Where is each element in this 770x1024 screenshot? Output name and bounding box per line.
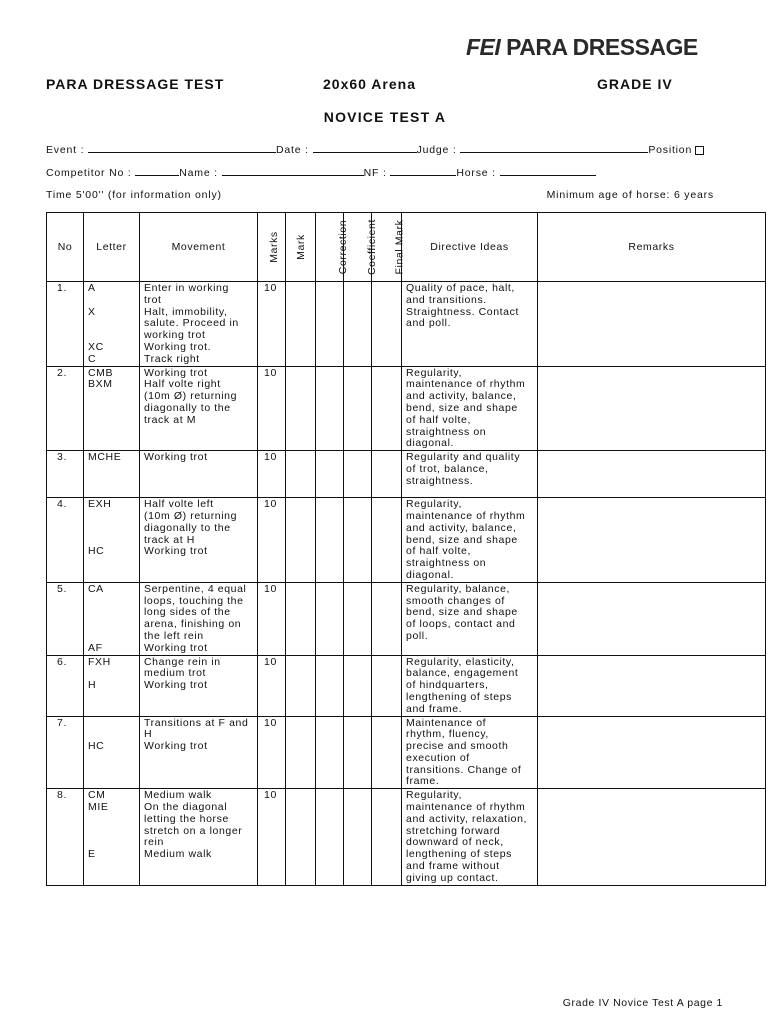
row-mark-input[interactable] [286,366,316,451]
horse-label: Horse : [456,167,496,179]
row-number: 1. [47,282,84,367]
row-coefficient [344,716,372,789]
page-footer: Grade IV Novice Test A page 1 [562,997,723,1009]
row-marks: 10 [258,498,286,583]
row-coefficient [344,366,372,451]
row-directive-ideas: Regularity, elasticity, balance, engagement of hindquarters, lengthening of steps and frame. [402,655,538,716]
row-marks: 10 [258,366,286,451]
row-final-mark-input[interactable] [372,582,402,655]
col-letter: Letter [84,213,140,282]
row-correction-input[interactable] [316,498,344,583]
test-title: PARA DRESSAGE TEST [46,76,225,92]
row-number: 7. [47,716,84,789]
minimum-age: Minimum age of horse: 6 years [546,189,714,201]
row-remarks-input[interactable] [538,366,766,451]
row-letter: MCHE [84,451,140,498]
table-row [47,366,766,451]
row-correction-input[interactable] [316,366,344,451]
row-movement: Working trot [140,451,258,498]
row-movement: Transitions at F and H Working trot [140,716,258,789]
col-coefficient: Coefficient [344,213,372,282]
position-checkbox[interactable] [695,146,704,155]
row-remarks-input[interactable] [538,655,766,716]
fei-logo-mark: FEI [466,34,501,60]
row-directive-ideas: Regularity, maintenance of rhythm and activity, balance, bend, size and shape of half volte, straightness on diagonal. [402,498,538,583]
grade-label: GRADE IV [597,76,673,92]
row-number: 8. [47,789,84,885]
row-letter: CM MIE E [84,789,140,885]
table-row [47,655,766,716]
row-marks: 10 [258,716,286,789]
competitor-label: Competitor No : [46,167,132,179]
col-final-mark: Final Mark [372,213,402,282]
row-remarks-input[interactable] [538,498,766,583]
row-marks: 10 [258,655,286,716]
arena-size: 20x60 Arena [323,76,416,92]
row-movement: Change rein in medium trot Working trot [140,655,258,716]
row-coefficient [344,655,372,716]
row-final-mark-input[interactable] [372,716,402,789]
row-movement: Serpentine, 4 equal loops, touching the long sides of the arena, finishing on the left rein Working trot [140,582,258,655]
fei-para-dressage-logo [466,34,698,61]
row-movement: Enter in working trot Halt, immobility, salute. Proceed in working trot Working trot. Track right [140,282,258,367]
row-marks: 10 [258,451,286,498]
col-mark: Mark [286,213,316,282]
row-correction-input[interactable] [316,582,344,655]
row-coefficient [344,451,372,498]
judge-field[interactable] [460,142,648,153]
table-row [47,498,766,583]
row-directive-ideas: Quality of pace, halt, and transitions. Straightness. Contact and poll. [402,282,538,367]
row-movement: Working trot Half volte right (10m Ø) returning diagonally to the track at M [140,366,258,451]
event-label: Event : [46,144,85,156]
row-remarks-input[interactable] [538,451,766,498]
row-number: 3. [47,451,84,498]
row-directive-ideas: Regularity, balance, smooth changes of bend, size and shape of loops, contact and poll. [402,582,538,655]
table-row [47,451,766,498]
row-letter: CMB BXM [84,366,140,451]
row-mark-input[interactable] [286,716,316,789]
name-field[interactable] [222,165,364,176]
row-movement: Half volte left (10m Ø) returning diagonally to the track at H Working trot [140,498,258,583]
nf-label: NF : [363,167,387,179]
row-final-mark-input[interactable] [372,498,402,583]
row-correction-input[interactable] [316,789,344,885]
row-letter: FXH H [84,655,140,716]
row-directive-ideas: Regularity and quality of trot, balance, straightness. [402,451,538,498]
row-correction-input[interactable] [316,282,344,367]
event-field[interactable] [88,142,276,153]
row-coefficient [344,582,372,655]
row-coefficient [344,498,372,583]
event-line [46,142,704,156]
horse-field[interactable] [500,165,596,176]
row-mark-input[interactable] [286,282,316,367]
time-note: Time 5'00'' (for information only) [46,189,222,201]
competitor-field[interactable] [135,165,179,176]
row-final-mark-input[interactable] [372,655,402,716]
col-directive-ideas: Directive Ideas [402,213,538,282]
row-number: 6. [47,655,84,716]
table-row [47,282,766,367]
judge-label: Judge : [416,144,457,156]
row-mark-input[interactable] [286,655,316,716]
row-correction-input[interactable] [316,451,344,498]
row-letter: A X XC C [84,282,140,367]
row-number: 4. [47,498,84,583]
row-remarks-input[interactable] [538,282,766,367]
row-mark-input[interactable] [286,498,316,583]
row-letter: CA AF [84,582,140,655]
row-mark-input[interactable] [286,582,316,655]
date-field[interactable] [313,142,417,153]
score-sheet-table [46,212,766,886]
row-marks: 10 [258,282,286,367]
header-row [47,213,766,282]
name-label: Name : [179,167,218,179]
col-correction: Correction [316,213,344,282]
position-label: Position [648,144,693,156]
row-remarks-input[interactable] [538,716,766,789]
row-correction-input[interactable] [316,655,344,716]
row-directive-ideas: Maintenance of rhythm, fluency, precise and smooth execution of transitions. Change of frame. [402,716,538,789]
row-movement: Medium walk On the diagonal letting the horse stretch on a longer rein Medium walk [140,789,258,885]
row-final-mark-input[interactable] [372,789,402,885]
col-no: No [47,213,84,282]
col-marks: Marks [258,213,286,282]
row-directive-ideas: Regularity, maintenance of rhythm and activity, relaxation, stretching forward downward of neck, lengthening of steps and frame without giving up contact. [402,789,538,885]
row-marks: 10 [258,582,286,655]
row-mark-input[interactable] [286,789,316,885]
col-movement: Movement [140,213,258,282]
table-row [47,789,766,885]
row-correction-input[interactable] [316,716,344,789]
col-remarks: Remarks [538,213,766,282]
row-marks: 10 [258,789,286,885]
row-coefficient [344,789,372,885]
row-remarks-input[interactable] [538,789,766,885]
row-coefficient [344,282,372,367]
row-final-mark-input[interactable] [372,451,402,498]
row-final-mark-input[interactable] [372,366,402,451]
date-label: Date : [276,144,309,156]
row-letter: EXH HC [84,498,140,583]
row-remarks-input[interactable] [538,582,766,655]
table-row [47,582,766,655]
row-mark-input[interactable] [286,451,316,498]
logo-text: PARA DRESSAGE [506,34,698,60]
row-final-mark-input[interactable] [372,282,402,367]
row-number: 2. [47,366,84,451]
row-number: 5. [47,582,84,655]
row-letter: HC [84,716,140,789]
test-subtitle: NOVICE TEST A [323,109,447,125]
row-directive-ideas: Regularity, maintenance of rhythm and activity, balance, bend, size and shape of half volte, straightness on diagonal. [402,366,538,451]
nf-field[interactable] [390,165,456,176]
table-row [47,716,766,789]
competitor-line [46,165,596,179]
